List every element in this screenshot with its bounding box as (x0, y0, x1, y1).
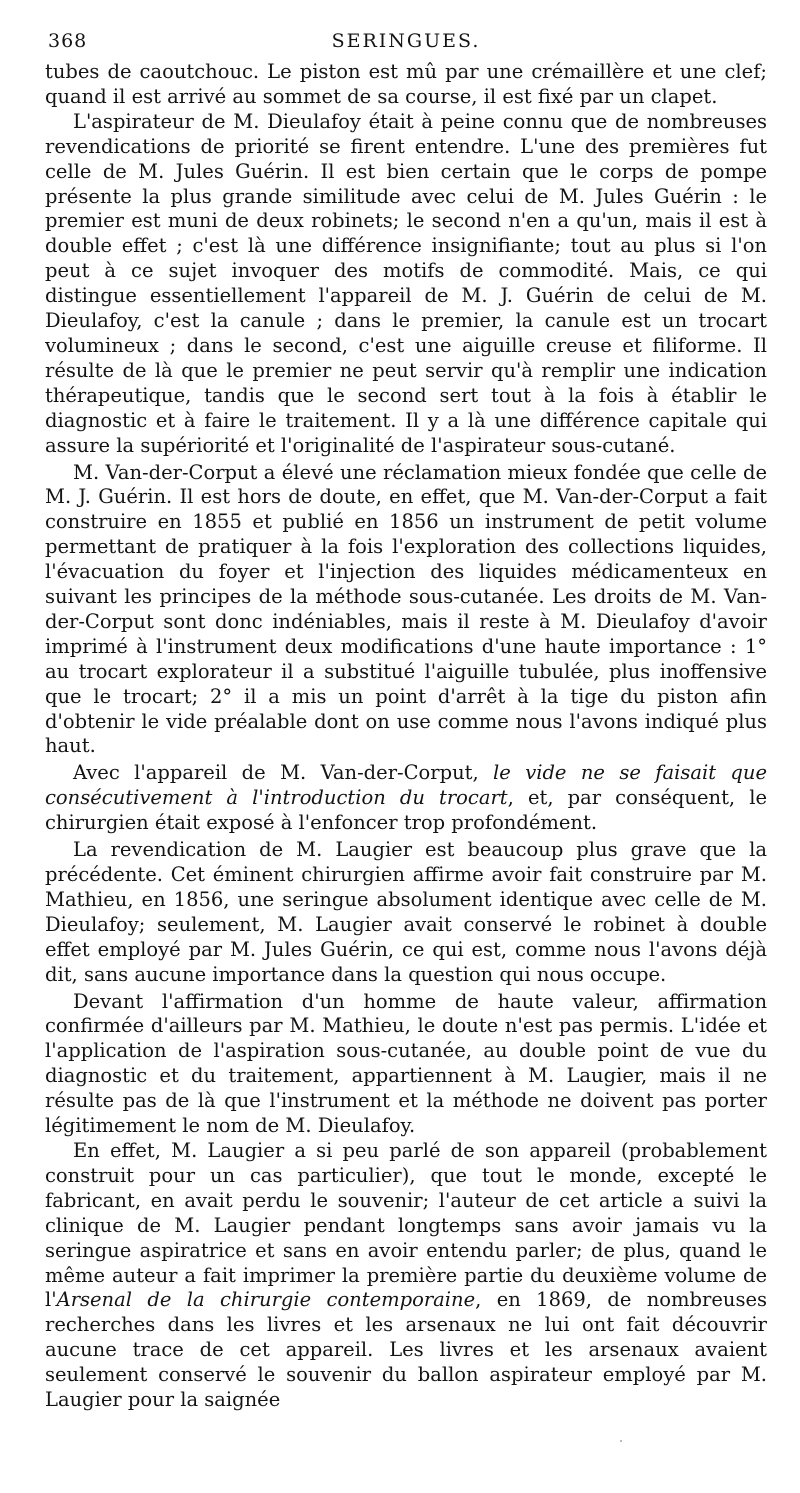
paragraph-4 (45, 761, 767, 836)
text-segment: La revendication de M. Laugier est beaucoup plus grave que la précédente. Cet éminent chirurgien affirme avoir fait construire par M. Mathieu, en 1856, une seringue absolument identique avec celle de M. Dieulafoy; seulement, M. Laugier avait conservé le robinet à double effet employé par M. Jules Guérin, ce qui est, comme nous l'avons déjà dit, sans aucune importance dans la question qui nous occupe. (45, 838, 767, 986)
paragraph-2 (45, 110, 767, 459)
text-segment: L'aspirateur de M. Dieulafoy était à peine connu que de nombreuses revendications de priorité se firent entendre. L'une des premières fut celle de M. Jules Guérin. Il est bien certain que le corps de pompe présente la plus grande similitude avec celui de M. Jules Guérin : le premier est muni de deux robinets; le second n'en a qu'un, mais il est à double effet ; c'est là une différence insignifiante; tout au plus si l'on peut à ce sujet invoquer des motifs de commodité. Mais, ce qui distingue essentiellement l'appareil de M. J. Guérin de celui de M. Dieulafoy, c'est la canule ; dans le premier, la canule est un trocart volumineux ; dans le second, c'est une aiguille creuse et filiforme. Il résulte de là que le premier ne peut servir qu'à remplir une indication thérapeutique, tandis que le second sert tout à la fois à établir le diagnostic et à faire le traitement. Il y a là une différence capitale qui assure la supériorité et l'originalité de l'aspirateur sous-cutané. (45, 109, 767, 457)
paragraph-3 (45, 461, 767, 760)
text-segment: M. Van-der-Corput a élevé une réclamation mieux fondée que celle de M. J. Guérin. Il est hors de doute, en effet, que M. Van-der-Corput a fait construire en 1855 et publié en 1856 un instrument de petit volume permettant de pratiquer à la fois l'exploration des collections liquides, l'évacuation du foyer et l'injection des liquides médicamenteux en suivant les principes de la méthode sous-cutanée. Les droits de M. Van-der-Corput sont donc indéniables, mais il reste à M. Dieulafoy d'avoir imprimé à l'instrument deux modifications d'une haute importance : 1° au trocart explorateur il a substitué l'aiguille tubulée, plus inoffensive que le trocart; 2° il a mis un point d'arrêt à la tige du piston afin d'obtenir le vide préalable dont on use comme nous l'avons indiqué plus haut. (45, 460, 767, 758)
book-page (45, 30, 767, 1413)
italic-text-segment: Arsenal de la chirurgie contemporaine (56, 1288, 476, 1312)
text-segment: tubes de caoutchouc. Le piston est mû par une crémaillère et une clef; quand il est arrivé au sommet de sa course, il est fixé par un clapet. (45, 60, 767, 108)
text-segment: , en 1869, de nombreuses recherches dans les livres et les arsenaux ne lui ont fait découvrir aucune trace de cet appareil. Les livres et les arsenaux avaient seulement conservé le souvenir du ballon aspirateur employé par M. Laugier pour la saignée (45, 1288, 767, 1412)
page-number: 368 (48, 30, 88, 52)
running-title: SERINGUES. (331, 30, 481, 52)
body-text (45, 60, 767, 1413)
text-segment: , et, par conséquent, le chirurgien était exposé à l'enfoncer trop profondément. (45, 786, 767, 835)
scan-speck (620, 1440, 622, 1442)
paragraph-6 (45, 990, 767, 1139)
text-segment: Devant l'affirmation d'un homme de haute valeur, affirmation confirmée d'ailleurs par M. Mathieu, le doute n'est pas permis. L'idée et l'application de l'aspiration sous-cutanée, au double point de vue du diagnostic et du traitement, appartiennent à M. Laugier, mais il ne résulte pas de là que l'instrument et la méthode ne doivent pas porter légitimement le nom de M. Dieulafoy. (45, 989, 767, 1138)
italic-text-segment: le vide ne se faisait que consécutivement à l'introduction du trocart (45, 761, 767, 810)
running-header (45, 30, 767, 60)
paragraph-1 (45, 60, 767, 110)
text-segment: Avec l'appareil de M. Van-der-Corput, (73, 761, 494, 785)
paragraph-5 (45, 838, 767, 987)
text-segment: En effet, M. Laugier a si peu parlé de son appareil (probablement construit pour un cas particulier), que tout le monde, excepté le fabricant, en avait perdu le souvenir; l'auteur de cet article a suivi la clinique de M. Laugier pendant longtemps sans avoir jamais vu la seringue aspiratrice et sans en avoir entendu parler; de plus, quand le même auteur a fait imprimer la première partie du deuxième volume de l' (45, 1138, 767, 1312)
paragraph-7 (45, 1139, 767, 1413)
